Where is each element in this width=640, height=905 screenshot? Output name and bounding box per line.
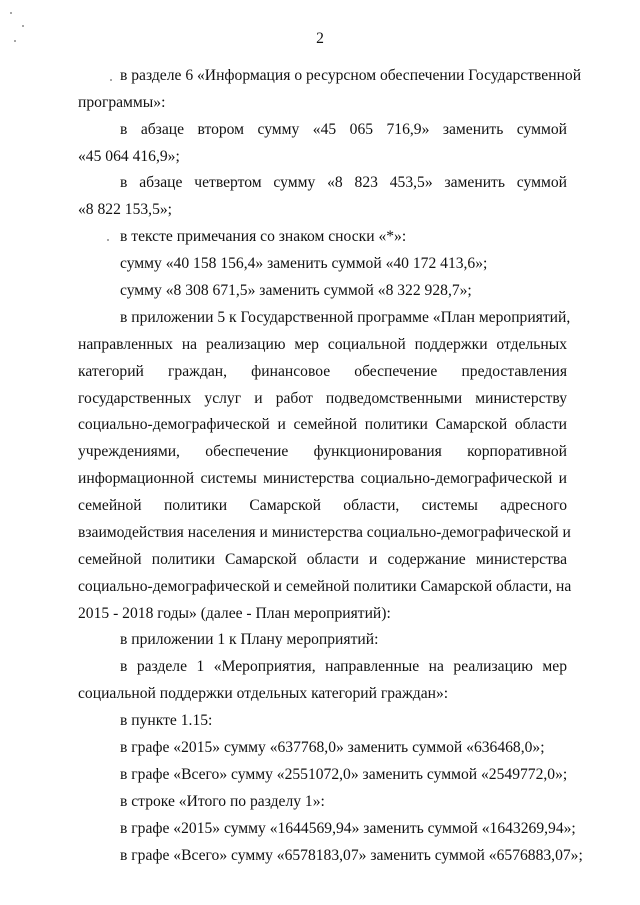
text-line: социально-демографической и семейной политики Самарской области, на <box>78 578 572 595</box>
text-line: в разделе 1 «Мероприятия, направленные на реализацию мер <box>120 658 567 675</box>
text-line: в приложении 1 к Плану мероприятий: <box>120 631 379 648</box>
text-line: «8 822 153,5»; <box>78 201 172 218</box>
text-line: программы»: <box>78 94 166 111</box>
text-line: сумму «8 308 671,5» заменить суммой «8 322 928,7»; <box>120 282 472 299</box>
text-line: в разделе 6 «Информация о ресурсном обеспечении Государственной <box>120 67 582 84</box>
text-line: 2015 - 2018 годы» (далее - План мероприятий): <box>78 605 391 622</box>
text-line: категорий граждан, финансовое обеспечение предоставления <box>78 363 567 380</box>
scan-speck <box>22 25 24 27</box>
text-line: в графе «2015» сумму «637768,0» заменить суммой «636468,0»; <box>120 739 545 756</box>
text-line: учреждениями, обеспечение функционирования корпоративной <box>78 443 567 460</box>
text-line: направленных на реализацию мер социальной поддержки отдельных <box>78 336 567 353</box>
page-number: 2 <box>316 30 324 47</box>
scan-speck <box>10 12 12 14</box>
text-line: семейной политики Самарской области, системы адресного <box>78 497 567 514</box>
text-line: информационной системы министерства социально-демографической и <box>78 470 567 487</box>
text-line: в графе «Всего» сумму «6578183,07» заменить суммой «6576883,07»; <box>120 847 583 864</box>
text-line: в пункте 1.15: <box>120 712 213 729</box>
scan-speck <box>107 239 109 241</box>
scan-speck <box>14 40 16 42</box>
text-line: семейной политики Самарской области и содержание министерства <box>78 551 567 568</box>
text-line: сумму «40 158 156,4» заменить суммой «40 172 413,6»; <box>120 255 488 272</box>
text-line: социальной поддержки отдельных категорий граждан»: <box>78 685 449 702</box>
text-line: в графе «2015» сумму «1644569,94» заменить суммой «1643269,94»; <box>120 820 576 837</box>
text-line: в абзаце втором сумму «45 065 716,9» заменить суммой <box>120 121 567 138</box>
text-line: государственных услуг и работ подведомственными министерству <box>78 390 567 407</box>
text-line: в графе «Всего» сумму «2551072,0» заменить суммой «2549772,0»; <box>120 766 568 783</box>
text-line: социально-демографической и семейной политики Самарской области <box>78 416 567 433</box>
text-line: в приложении 5 к Государственной программе «План мероприятий, <box>120 309 571 326</box>
text-line: взаимодействия населения и министерства социально-демографической и <box>78 524 571 541</box>
text-line: в тексте примечания со знаком сноски «*»: <box>120 228 407 245</box>
text-line: «45 064 416,9»; <box>78 148 180 165</box>
scan-speck <box>110 79 112 81</box>
text-line: в абзаце четвертом сумму «8 823 453,5» заменить суммой <box>120 174 567 191</box>
text-line: в строке «Итого по разделу 1»: <box>120 793 325 810</box>
